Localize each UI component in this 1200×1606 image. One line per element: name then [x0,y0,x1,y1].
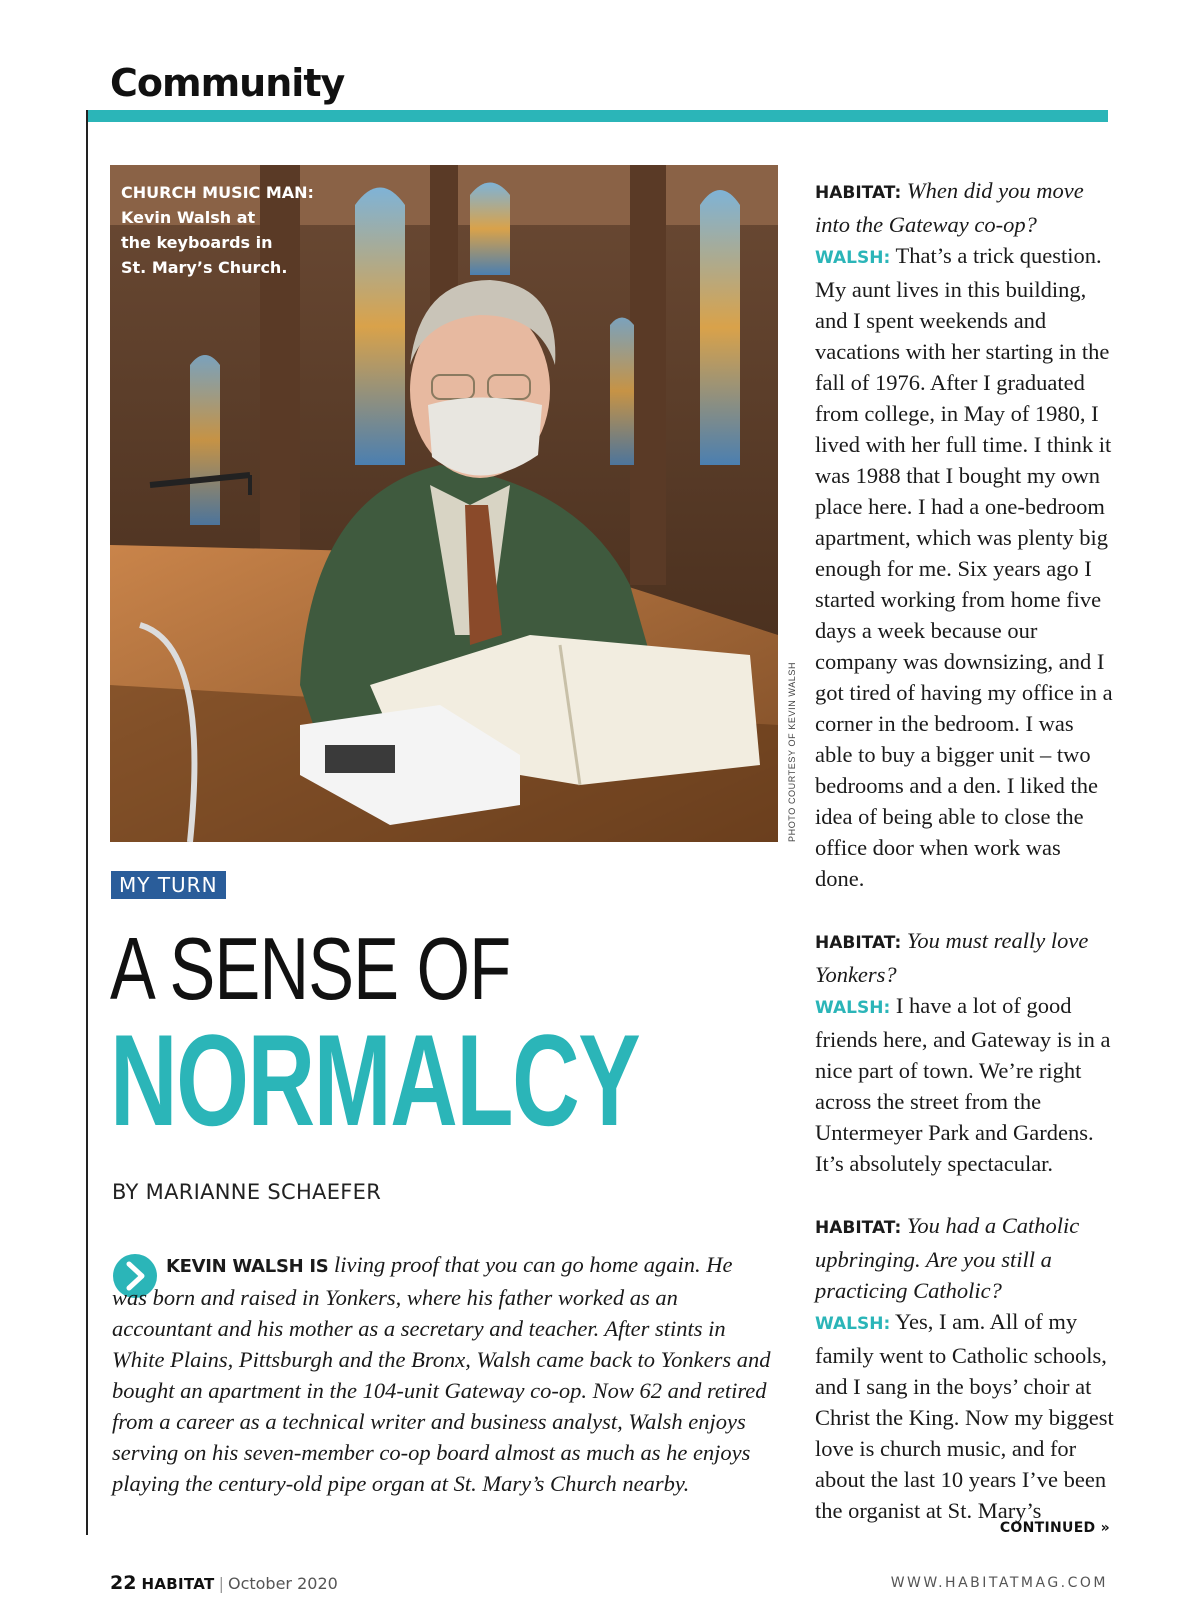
intro-paragraph [112,1249,772,1499]
qa-block [815,925,1115,1179]
answer-label: WALSH: [815,1314,891,1334]
margin-rule [86,110,88,1535]
answer-text: That’s a trick question. My aunt lives in this building, and I spent weekends and vacations with her starting in the fall of 1976. After I graduated from college, in May of 1980, I lived with her full time. I think it was 1988 that I bought my own place here. I had a one-bedroom apartment, which was plenty big enough for me. Six years ago I started working from home five days a week because our company was downsizing, and I got tired of having my office in a corner in the bedroom. I was able to buy a bigger unit – two bedrooms and a den. I liked the idea of being able to close the office door when work was done. [815,243,1113,891]
answer-text: Yes, I am. All of my family went to Catholic schools, and I sang in the boys’ choir at Christ the King. Now my biggest love is church music, and for about the last 10 years I’ve been the organist at St. Mary’s [815,1309,1114,1523]
kicker-badge: MY TURN [111,871,226,899]
photo-caption [121,180,381,280]
magazine-name: HABITAT [141,1575,215,1593]
section-rule [86,110,1108,122]
qa-block [815,175,1115,894]
continued-link[interactable]: CONTINUED » [999,1520,1110,1536]
qa-block [815,1210,1115,1526]
question-text: You must really love Yonkers? [815,928,1089,987]
question-text: When did you move into the Gateway co-op? [815,178,1084,237]
issue-date: October 2020 [227,1574,338,1593]
footer-separator: | [218,1574,224,1593]
answer-label: WALSH: [815,248,891,268]
question-label: HABITAT: [815,1218,902,1238]
interview-column [815,175,1115,1557]
answer-label: WALSH: [815,998,891,1018]
page-footer [110,1572,338,1594]
website-url[interactable]: WWW.HABITATMAG.COM [890,1575,1108,1591]
caption-line: St. Mary’s Church. [121,258,288,277]
photo-credit: PHOTO COURTESY OF KEVIN WALSH [787,661,797,842]
section-title: Community [110,61,345,105]
answer-text: I have a lot of good friends here, and Gateway is in a nice part of town. We’re right across the street from the Untermeyer Park and Gardens. It’s absolutely spectacular. [815,993,1111,1176]
question-label: HABITAT: [815,933,902,953]
intro-text: living proof that you can go home again. He was born and raised in Yonkers, where his father worked as an accountant and his mother as a secretary and teacher. After stints in White Plains, Pittsburgh and the Bronx, Walsh came back to Yonkers and bought an apartment in the 104-unit Gateway co-op. Now 62 and retired from a career as a technical writer and business analyst, Walsh enjoys serving on his seven-member co-op board almost as much as he enjoys playing the century-old pipe organ at St. Mary’s Church nearby. [112,1252,771,1496]
intro-lead: KEVIN WALSH IS [166,1256,329,1277]
caption-line: the keyboards in [121,233,273,252]
headline-line1: A SENSE OF [110,919,511,1018]
caption-line: CHURCH MUSIC MAN: [121,183,314,202]
question-text: You had a Catholic upbringing. Are you still a practicing Catholic? [815,1213,1080,1303]
caption-line: Kevin Walsh at [121,208,256,227]
page-number: 22 [110,1572,137,1594]
byline: BY MARIANNE SCHAEFER [112,1180,382,1204]
headline-line2: NORMALCY [110,1007,640,1153]
question-label: HABITAT: [815,183,902,203]
